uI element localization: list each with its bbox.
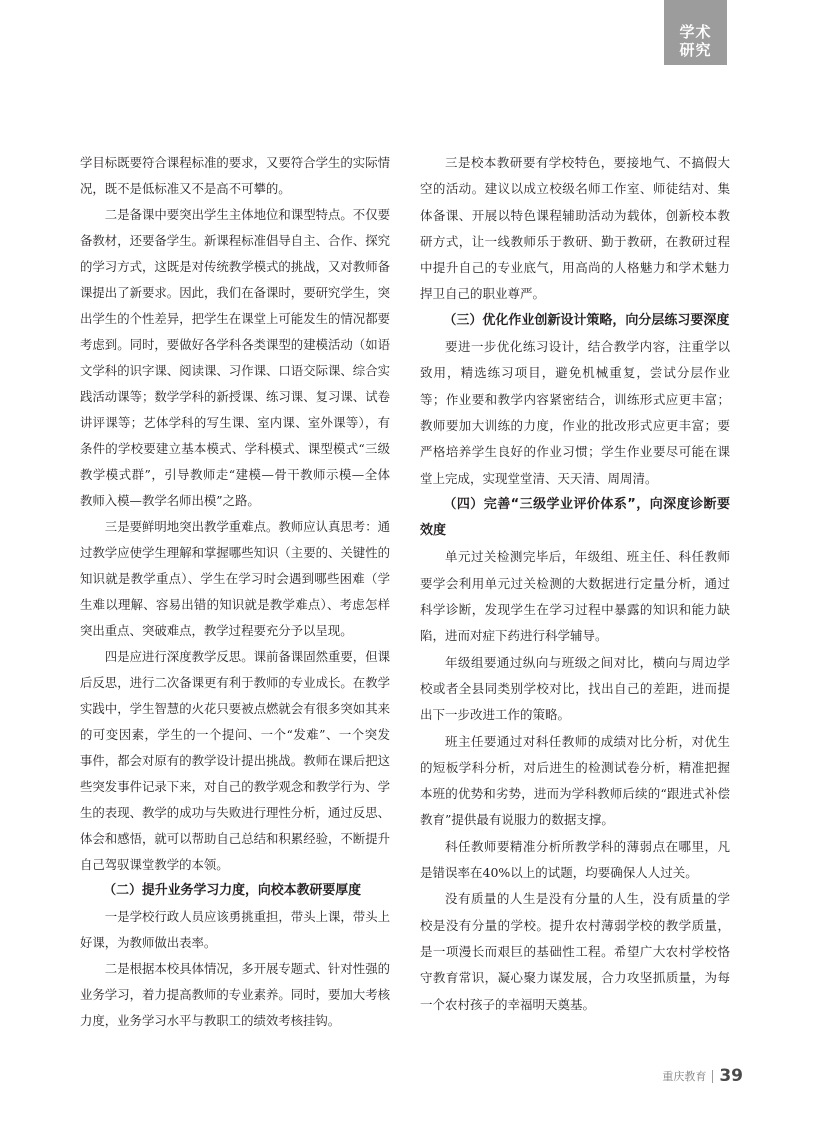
- page-footer: [662, 1066, 743, 1086]
- page-number: 39: [719, 1066, 743, 1086]
- paragraph: 学目标既要符合课程标准的要求，又要符合学生的实际情况，既不是低标准又不是高不可攀的。: [80, 155, 390, 196]
- paragraph: 没有质量的人生是没有分量的人生，没有质量的学校是没有分量的学校。提升农村薄弱学校的教学质量，是一项漫长而艰巨的基础性工程。希望广大农村学校恪守教育常识，凝心聚力谋发展，合力攻坚抓质量，为每一个农村孩子的幸福明天奠基。: [420, 891, 730, 1012]
- section-heading: （二）提升业务学习力度，向校本教研要厚度: [103, 883, 362, 898]
- paragraph: 班主任要通过对科任教师的成绩对比分析，对优生的短板学科分析，对后进生的检测试卷分析，精准把握本班的优势和劣势，进而为学科教师后续的“跟进式补偿教育”提供最有说服力的数据支撑。: [420, 733, 730, 828]
- paragraph: 年级组要通过纵向与班级之间对比，横向与周边学校或者全县同类别学校对比，找出自己的差距，进而提出下一步改进工作的策略。: [420, 654, 730, 723]
- section-heading: （四）完善“三级学业评价体系”，向深度诊断要效度: [420, 496, 730, 539]
- section-tag: [664, 0, 727, 65]
- paragraph: 二是根据本校具体情况，多开展专题式、针对性强的业务学习，着力提高教师的专业素养。同时，要加大考核力度，业务学习水平与教职工的绩效考核挂钩。: [80, 961, 390, 1028]
- left-column: [80, 150, 390, 1034]
- journal-name: 重庆教育: [662, 1070, 707, 1083]
- section-heading: （三）优化作业创新设计策略，向分层练习要深度: [443, 312, 730, 328]
- paragraph: 科任教师要精准分析所教学科的薄弱点在哪里，凡是错误率在40%以上的试题，均要确保人人过关。: [420, 838, 730, 881]
- footer-divider: [712, 1070, 713, 1083]
- section-tag-line2: 研究: [679, 41, 712, 59]
- paragraph: 单元过关检测完毕后，年级组、班主任、科任教师要学会利用单元过关检测的大数据进行定量分析，通过科学诊断，发现学生在学习过程中暴露的知识和能力缺陷，进而对症下药进行科学辅导。: [420, 549, 730, 644]
- section-tag-line1: 学术: [679, 23, 712, 41]
- paragraph: 三是校本教研要有学校特色，要接地气、不搞假大空的活动。建议以成立校级名师工作室、师徒结对、集体备课、开展以特色课程辅助活动为载体，创新校本教研方式，让一线教师乐于教研、勤于教研，在教研过程中提升自己的专业底气，用高尚的人格魅力和学术魅力捍卫自己的职业尊严。: [420, 155, 730, 302]
- paragraph: 四是应进行深度教学反思。课前备课固然重要，但课后反思，进行二次备课更有利于教师的专业成长。在教学实践中，学生智慧的火花只要被点燃就会有很多突如其来的可变因素，学生的一个提问、一个“发难”、一个突发事件，都会对原有的教学设计提出挑战。教师在课后把这些突发事件记录下来，对自己的教学观念和教学行为、学生的表现、教学的成功与失败进行理性分析，通过反思、体会和感悟，就可以帮助自己总结和积累经验，不断提升自己驾驭课堂教学的本领。: [80, 649, 390, 872]
- right-column: [420, 150, 730, 1018]
- paragraph: 要进一步优化练习设计，结合教学内容，注重学以致用，精选练习项目，避免机械重复，尝试分层作业等；作业要和教学内容紧密结合，训练形式应更丰富；教师要加大训练的力度，作业的批改形式应更丰富；要严格培养学生良好的作业习惯；学生作业要尽可能在课堂上完成，实现堂堂清、天天清、周周清。: [420, 339, 730, 486]
- paragraph: 一是学校行政人员应该勇挑重担，带头上课，带头上好课，为教师做出表率。: [80, 909, 390, 950]
- paragraph: 三是要鲜明地突出教学重难点。教师应认真思考：通过教学应使学生理解和掌握哪些知识（主要的、关键性的知识就是教学重点）、学生在学习时会遇到哪些困难（学生难以理解、容易出错的知识就是教学难点）、考虑怎样突出重点、突破难点，教学过程要充分予以呈现。: [80, 519, 390, 638]
- paragraph: 二是备课中要突出学生主体地位和课型特点。不仅要备教材，还要备学生。新课程标准倡导自主、合作、探究的学习方式，这既是对传统教学模式的挑战，又对教师备课提出了新要求。因此，我们在备课时，要研究学生，突出学生的个性差异，把学生在课堂上可能发生的情况都要考虑到。同时，要做好各学科各类课型的建模活动（如语文学科的识字课、阅读课、习作课、口语交际课、综合实践活动课等；数学学科的新授课、练习课、复习课、试卷讲评课等；艺体学科的写生课、室内课、室外课等），有条件的学校要建立基本模式、学科模式、课型模式“三级教学模式群”，引导教师走“建模—骨干教师示模—全体教师入模—教学名师出模”之路。: [80, 207, 390, 508]
